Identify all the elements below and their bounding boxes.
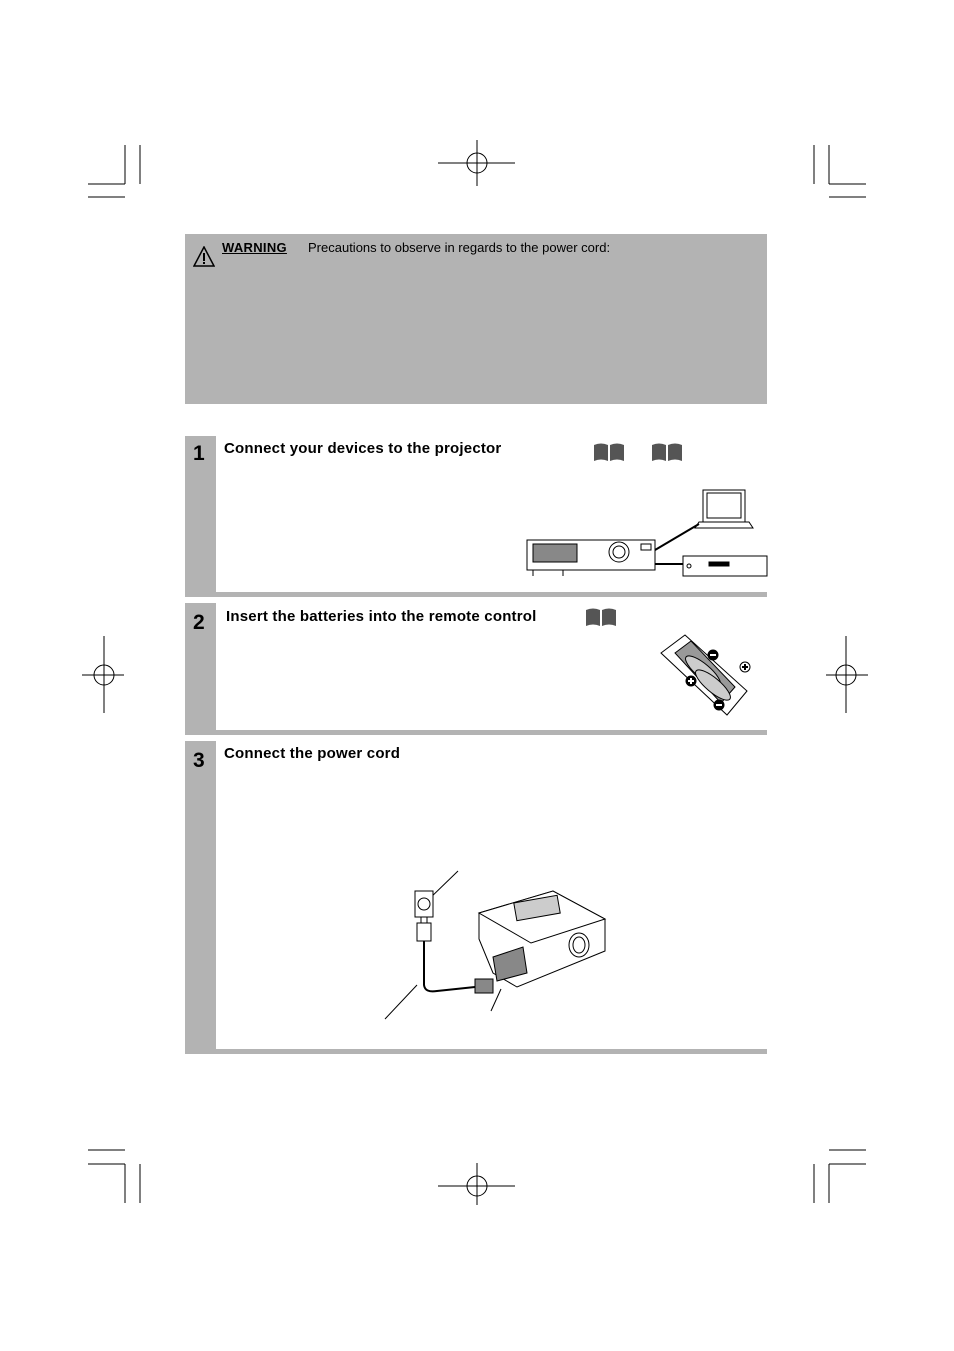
step-divider [185,730,767,735]
step-3 [185,741,767,1054]
step-bar [185,741,216,1054]
warning-box [185,234,767,404]
projector-connection-illustration [523,484,773,582]
step-number: 3 [193,749,205,772]
step-divider [185,592,767,597]
warning-label: WARNING [222,240,287,255]
book-reference-icon [651,442,683,462]
step-title: Insert the batteries into the remote control [226,608,537,625]
step-number: 2 [193,611,205,634]
step-divider [185,1049,767,1054]
step-number: 1 [193,442,205,465]
remote-battery-illustration [651,631,755,721]
step-title: Connect your devices to the projector [224,440,502,457]
book-reference-icon [585,607,617,627]
step-title: Connect the power cord [224,745,401,762]
warning-triangle-icon [193,246,215,267]
book-reference-icon [593,442,625,462]
step-1 [185,436,767,597]
power-cord-illustration [383,869,623,1021]
warning-text: Precautions to observe in regards to the power cord: [308,240,611,255]
step-2 [185,603,767,735]
